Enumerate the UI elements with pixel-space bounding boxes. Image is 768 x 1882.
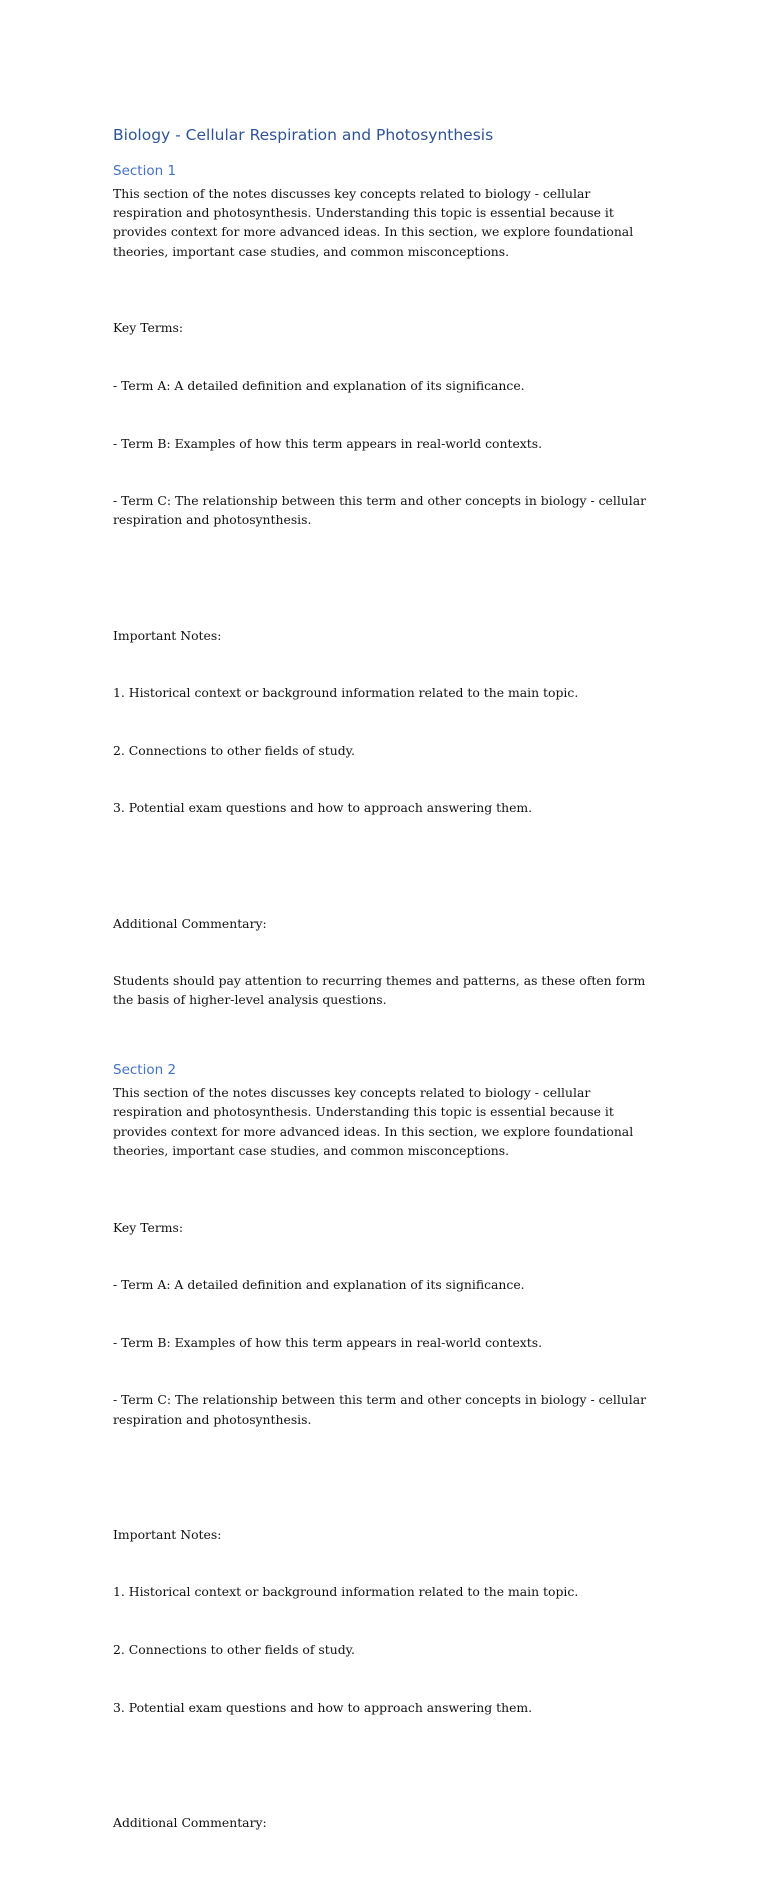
key-term-item: - Term B: Examples of how this term appears in real-world contexts. [113,435,543,451]
document-body [113,124,658,1882]
note-item: 2. Connections to other fields of study. [113,742,355,758]
commentary-text: Students should pay attention to recurring themes and patterns, as these often form the basis of higher-level analysis questions. [113,973,650,1008]
important-notes-block [113,587,658,856]
key-term-item: - Term A: A detailed definition and explanation of its significance. [113,1277,525,1293]
note-item: 1. Historical context or background information related to the main topic. [113,1584,579,1600]
section-intro-paragraph: This section of the notes discusses key concepts related to biology - cellular respiration and photosynthesis. Understanding this topic is essential because it provides context for more advanced ideas. In this section, we explore foundational theories, important case studies, and common misconceptions. [113,1085,638,1158]
section-intro-paragraph: This section of the notes discusses key concepts related to biology - cellular respiration and photosynthesis. Understanding this topic is essential because it provides context for more advanced ideas. In this section, we explore foundational theories, important case studies, and common misconceptions. [113,186,638,259]
document-title: Biology - Cellular Respiration and Photosynthesis [113,126,494,144]
important-notes-label: Important Notes: [113,627,222,643]
key-terms-label: Key Terms: [113,1219,184,1235]
commentary-label: Additional Commentary: [113,1814,267,1830]
commentary-block [113,875,658,1048]
section-1 [113,161,658,1048]
note-item: 2. Connections to other fields of study. [113,1641,355,1657]
key-term-item: - Term A: A detailed definition and explanation of its significance. [113,378,525,394]
key-term-item: - Term B: Examples of how this term appears in real-world contexts. [113,1334,543,1350]
note-item: 1. Historical context or background information related to the main topic. [113,685,579,701]
section-heading: Section 1 [113,163,177,179]
key-term-item: - Term C: The relationship between this term and other concepts in biology - cellular respiration and photosynthesis. [113,493,650,528]
important-notes-block [113,1486,658,1755]
section-heading: Section 2 [113,1062,177,1079]
key-terms-block [113,280,658,568]
important-notes-label: Important Notes: [113,1526,222,1542]
section-2 [113,1060,658,1870]
key-terms-block [113,1179,658,1467]
key-terms-label: Key Terms: [113,320,184,336]
key-term-item: - Term C: The relationship between this term and other concepts in biology - cellular respiration and photosynthesis. [113,1392,650,1427]
commentary-block [113,1774,658,1870]
commentary-label: Additional Commentary: [113,915,267,931]
note-item: 3. Potential exam questions and how to approach answering them. [113,1699,533,1715]
note-item: 3. Potential exam questions and how to approach answering them. [113,800,533,816]
